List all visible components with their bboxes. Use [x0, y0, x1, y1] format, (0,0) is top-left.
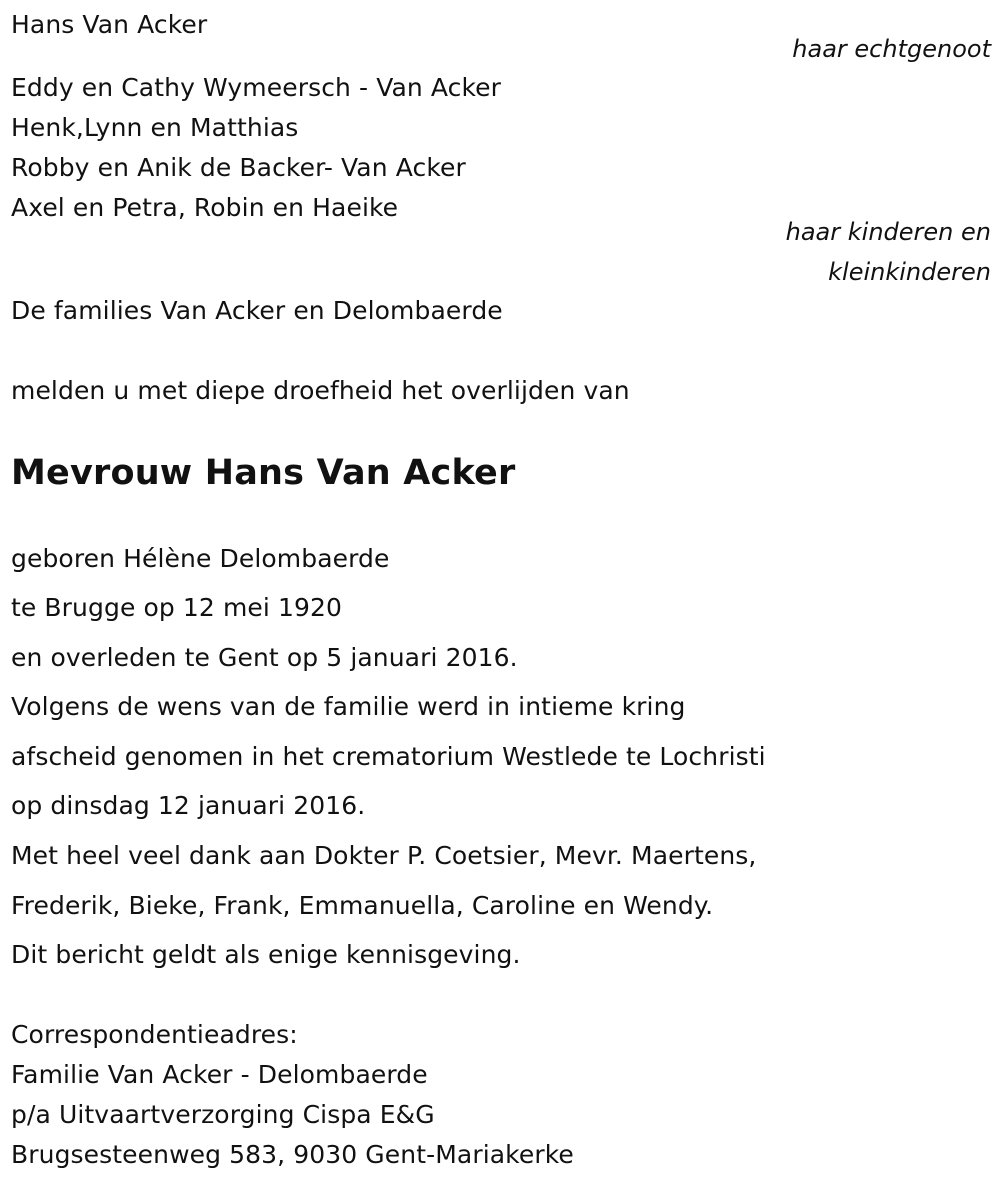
detail-line: te Brugge op 12 mei 1920 [11, 593, 342, 622]
correspondence-line: p/a Uitvaartverzorging Cispa E&G [11, 1100, 435, 1129]
children-line: Henk,Lynn en Matthias [11, 113, 299, 142]
spouse-role: haar echtgenoot [792, 35, 991, 63]
correspondence-line: Brugsesteenweg 583, 9030 Gent-Mariakerke [11, 1140, 574, 1169]
detail-line: afscheid genomen in het crematorium Westlede te Lochristi [11, 742, 766, 771]
children-line: Robby en Anik de Backer- Van Acker [11, 153, 466, 182]
children-line: Axel en Petra, Robin en Haeike [11, 193, 399, 222]
detail-line: op dinsdag 12 januari 2016. [11, 791, 366, 820]
correspondence-line: Familie Van Acker - Delombaerde [11, 1060, 428, 1089]
children-role: kleinkinderen [828, 258, 991, 286]
deceased-name: Mevrouw Hans Van Acker [11, 453, 516, 493]
detail-line: Frederik, Bieke, Frank, Emmanuella, Caroline en Wendy. [11, 891, 714, 920]
announcement-text: melden u met diepe droefheid het overlijden van [11, 376, 630, 405]
correspondence-label: Correspondentieadres: [11, 1020, 298, 1049]
children-role: haar kinderen en [785, 218, 991, 246]
families-line: De families Van Acker en Delombaerde [11, 296, 503, 325]
children-line: Eddy en Cathy Wymeersch - Van Acker [11, 73, 502, 102]
detail-line: en overleden te Gent op 5 januari 2016. [11, 643, 518, 672]
detail-line: Volgens de wens van de familie werd in intieme kring [11, 692, 686, 721]
detail-line: geboren Hélène Delombaerde [11, 544, 390, 573]
detail-line: Met heel veel dank aan Dokter P. Coetsier, Mevr. Maertens, [11, 841, 757, 870]
detail-line: Dit bericht geldt als enige kennisgeving. [11, 940, 521, 969]
spouse-name: Hans Van Acker [11, 10, 208, 39]
